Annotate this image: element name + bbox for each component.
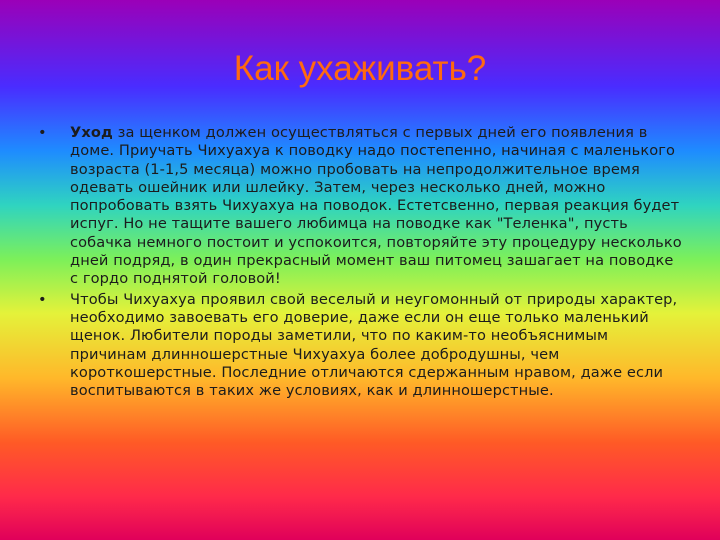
bullet-lead-bold: Уход [70,124,113,141]
bullet-text: Чтобы Чихуахуа проявил свой веселый и неугомонный от природы характер, необходимо завоевать его доверие, даже если он еще только маленький щенок. Любители породы заметили, что по каким-то необъяснимым причинам длинношерстные Чихуахуа более добродушны, чем короткошерстные. Последние отличаются сдержанным нравом, даже если воспитываются в таких же условиях, как и длинношерстные. [70,290,678,400]
slide-body [36,124,684,402]
bullet-item-character [36,291,684,401]
slide-title: Как ухаживать? [233,49,487,88]
bullet-icon: • [38,124,47,141]
bullet-icon: • [38,290,47,308]
bullet-text: за щенком должен осуществляться с первых дней его появления в доме. Приучать Чихуахуа к поводку надо постепенно, начиная с маленького возраста (1-1,5 месяца) можно пробовать на непродолжительное время одевать ошейник или шлейку. Затем, через несколько дней, можно попробовать взять Чихуахуа на поводок. Естетсвенно, первая реакция будет испуг. Но не тащите вашего любимца на поводке как "Теленка", пусть собачка немного постоит и успокоится, повторяйте эту процедуру несколько дней подряд, в один прекрасный момент ваш питомец зашагает на поводке с гордо поднятой головой! [70,124,682,288]
bullet-item-care [36,124,684,289]
